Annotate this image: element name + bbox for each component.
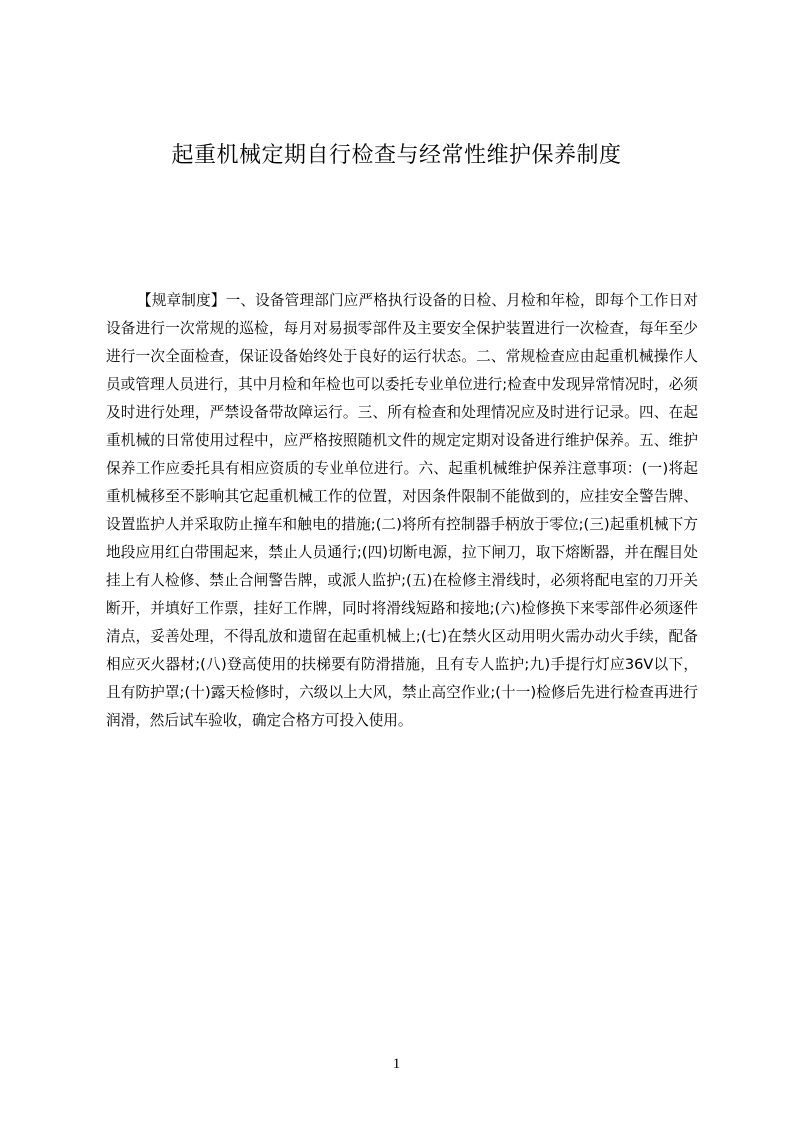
page-number: 1 xyxy=(392,1056,401,1072)
document-body-paragraph: 【规章制度】一、设备管理部门应严格执行设备的日检、月检和年检，即每个工作日对设备进行一次常规的巡检，每月对易损零部件及主要安全保护装置进行一次检查，每年至少进行一次全面检查，保证设备始终处于良好的运行状态。二、常规检查应由起重机械操作人员或管理人员进行，其中月检和年检也可以委托专业单位进行;检查中发现异常情况时，必须及时进行处理，严禁设备带故障运行。三、所有检查和处理情况应及时进行记录。四、在起重机械的日常使用过程中，应严格按照随机文件的规定定期对设备进行维护保养。五、维护保养工作应委托具有相应资质的专业单位进行。六、起重机械维护保养注意事项：(一)将起重机械移至不影响其它起重机械工作的位置，对因条件限制不能做到的，应挂安全警告牌、设置监护人并采取防止撞车和触电的措施;(二)将所有控制器手柄放于零位;(三)起重机械下方地段应用红白带围起来，禁止人员通行;(四)切断电源，拉下闸刀，取下熔断器，并在醒目处挂上有人检修、禁止合闸警告牌，或派人监护;(五)在检修主滑线时，必须将配电室的刀开关断开，并填好工作票，挂好工作牌，同时将滑线短路和接地;(六)检修换下来零部件必须逐件清点，妥善处理，不得乱放和遗留在起重机械上;(七)在禁火区动用明火需办动火手续，配备相应灭火器材;(八)登高使用的扶梯要有防滑措施，且有专人监护;九)手提行灯应36V以下，且有防护罩;(十)露天检修时，六级以上大风，禁止高空作业;(十一)检修后先进行检查再进行润滑，然后试车验收，确定合格方可投入使用。 xyxy=(106,292,698,729)
document-title: 起重机械定期自行检查与经常性维护保养制度 xyxy=(171,143,622,168)
